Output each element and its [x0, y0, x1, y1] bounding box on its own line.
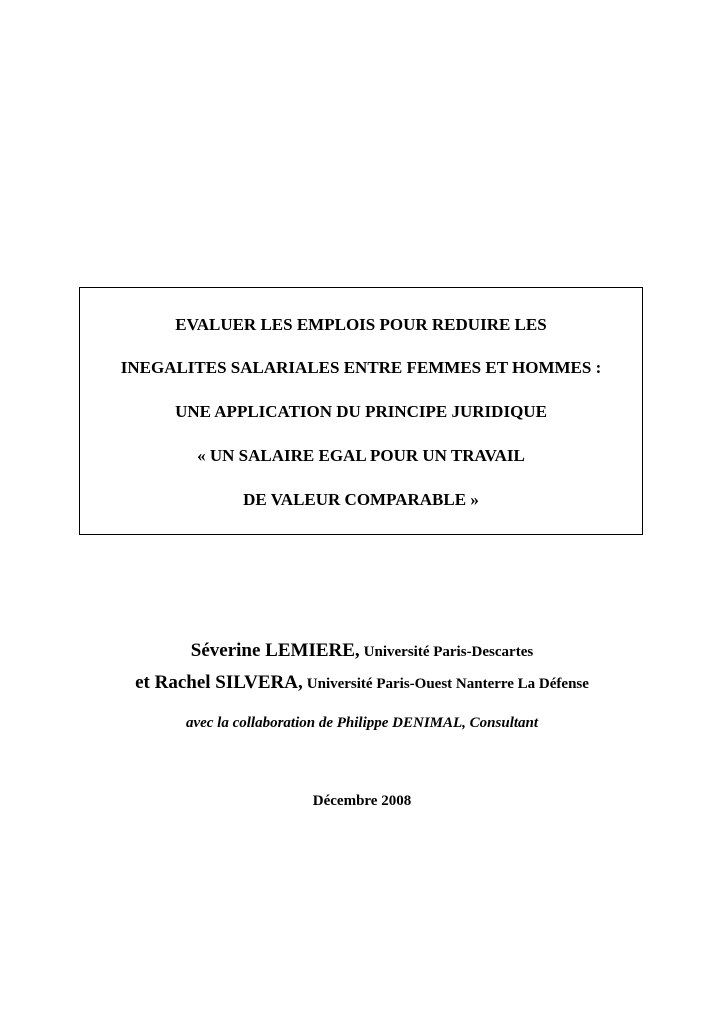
author-affiliation-1: Université Paris-Descartes	[363, 644, 534, 660]
author-line-1	[0, 640, 724, 662]
author-affiliation-2: Université Paris-Ouest Nanterre La Défense	[306, 676, 589, 692]
title-line-2: INEGALITES SALARIALES ENTRE FEMMES ET HOMMES :	[120, 358, 602, 377]
collaboration-note: avec la collaboration de Philippe DENIMAL, Consultant	[185, 715, 539, 731]
title-box	[79, 287, 643, 535]
publication-date: Décembre 2008	[312, 793, 412, 809]
title-line-5: DE VALEUR COMPARABLE »	[243, 490, 479, 509]
title-line-1: EVALUER LES EMPLOIS POUR REDUIRE LES	[175, 315, 547, 334]
author-name-2: Rachel SILVERA,	[154, 672, 303, 693]
author-line-2	[0, 672, 724, 694]
author-prefix-2: et	[135, 672, 155, 693]
title-line-4: « UN SALAIRE EGAL POUR UN TRAVAIL	[197, 446, 525, 465]
title-line-3: UNE APPLICATION DU PRINCIPE JURIDIQUE	[175, 402, 547, 421]
author-name-1: Séverine LEMIERE,	[190, 640, 360, 661]
